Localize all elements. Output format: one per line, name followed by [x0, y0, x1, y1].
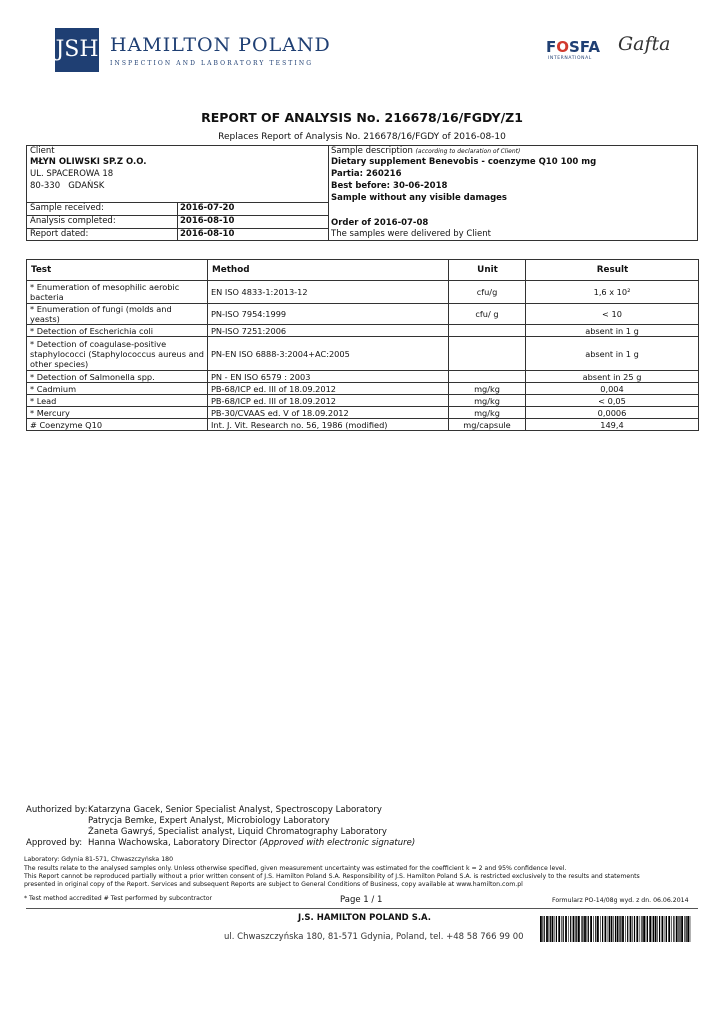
cell-test: * Detection of Escherichia coli	[27, 325, 208, 337]
cell-test: * Enumeration of mesophilic aerobic bacteria	[27, 281, 208, 304]
fosfa-logo: FOSFA	[546, 38, 600, 56]
company-logo: JSH	[55, 28, 99, 72]
cell-method: PN-ISO 7251:2006	[208, 325, 449, 337]
footer-legend: * Test method accredited # Test performed by subcontractor	[24, 895, 213, 902]
approved-person: Hanna Wachowska, Laboratory Director (Approved with electronic signature)	[88, 838, 416, 848]
cell-method: Int. J. Vit. Research no. 56, 1986 (modified)	[208, 419, 449, 431]
report-info-block	[26, 145, 698, 241]
cell-unit: mg/capsule	[449, 419, 526, 431]
client-street: UL. SPACEROWA 18	[30, 169, 114, 179]
sample-line-4: Sample without any visible damages	[331, 193, 507, 203]
table-row	[27, 281, 699, 304]
cell-unit: cfu/ g	[449, 304, 526, 325]
cell-test: * Mercury	[27, 407, 208, 419]
order-line: Order of 2016-07-08	[331, 218, 429, 228]
header-method: Method	[208, 260, 449, 281]
cell-method: PB-30/CVAAS ed. V of 18.09.2012	[208, 407, 449, 419]
cell-result: absent in 1 g	[526, 325, 699, 337]
footer-company: J.S. HAMILTON POLAND S.A.	[298, 913, 432, 923]
sample-received-value: 2016-07-20	[180, 203, 235, 213]
brand-name: HAMILTON POLAND	[110, 34, 331, 56]
form-number: Formularz PO-14/08g wyd. z dn. 06.06.2014	[552, 897, 689, 904]
sample-description-label: Sample description (according to declaration of Client)	[331, 146, 521, 156]
cell-result: 0,004	[526, 383, 699, 395]
authorized-person-2: Patrycja Bemke, Expert Analyst, Microbiology Laboratory	[88, 816, 330, 826]
report-dated-label: Report dated:	[30, 229, 89, 239]
replaces-note: Replaces Report of Analysis No. 216678/16/FGDY of 2016-08-10	[218, 132, 506, 142]
cell-result: 149,4	[526, 419, 699, 431]
analysis-completed-value: 2016-08-10	[180, 216, 235, 226]
table-row	[27, 325, 699, 337]
cell-test: * Lead	[27, 395, 208, 407]
analysis-completed-label: Analysis completed:	[30, 216, 116, 226]
fosfa-logo-sub: INTERNATIONAL	[548, 56, 592, 61]
gafta-logo: Gafta	[618, 33, 671, 55]
cell-method: PB-68/ICP ed. III of 18.09.2012	[208, 383, 449, 395]
table-row	[27, 395, 699, 407]
header-result: Result	[526, 260, 699, 281]
sample-received-label: Sample received:	[30, 203, 104, 213]
authorized-person-1: Katarzyna Gacek, Senior Specialist Analyst, Spectroscopy Laboratory	[88, 805, 382, 815]
cell-unit: mg/kg	[449, 395, 526, 407]
report-title: REPORT OF ANALYSIS No. 216678/16/FGDY/Z1	[201, 110, 523, 125]
cell-result: < 0,05	[526, 395, 699, 407]
client-label: Client	[30, 146, 55, 156]
cell-result: absent in 1 g	[526, 337, 699, 371]
cell-unit	[449, 337, 526, 371]
authorized-person-3: Żaneta Gawryś, Specialist analyst, Liquid Chromatography Laboratory	[88, 827, 387, 837]
table-row	[27, 371, 699, 383]
footer-line-1: The results relate to the analysed samples only. Unless otherwise specified, given measurement uncertainty was estimated for the coefficient k = 2 and 95% confidence level.	[24, 865, 567, 872]
cell-test: * Enumeration of fungi (molds and yeasts)	[27, 304, 208, 325]
cell-result: 0,0006	[526, 407, 699, 419]
sample-line-2: Partia: 260216	[331, 169, 402, 179]
cell-method: PN-EN ISO 6888-3:2004+AC:2005	[208, 337, 449, 371]
footer-line-2: This Report cannot be reproduced partially without a prior written consent of J.S. Hamilton Poland S.A. Responsibility of J.S. Hamilton Poland S.A. is restricted exclusively to the results and statements	[24, 873, 640, 880]
table-row	[27, 419, 699, 431]
footer-line-3: presented in original copy of the Report. Services and subsequent Reports are subject to General Conditions of Business, copy available at www.hamilton.com.pl	[24, 881, 523, 888]
cell-result: 1,6 x 10²	[526, 281, 699, 304]
cell-unit: mg/kg	[449, 407, 526, 419]
results-table	[26, 259, 699, 431]
cell-method: EN ISO 4833-1:2013-12	[208, 281, 449, 304]
cell-method: PN - EN ISO 6579 : 2003	[208, 371, 449, 383]
table-header-row	[27, 260, 699, 281]
cell-test: * Detection of Salmonella spp.	[27, 371, 208, 383]
cell-unit	[449, 371, 526, 383]
barcode	[540, 916, 692, 942]
sample-description-note: (according to declaration of Client)	[415, 148, 521, 155]
client-city: 80-330 GDAŃSK	[30, 181, 105, 191]
cell-unit	[449, 325, 526, 337]
authorized-label: Authorized by:	[26, 805, 88, 815]
approved-label: Approved by:	[26, 838, 83, 848]
approved-note: (Approved with electronic signature)	[259, 838, 416, 848]
cell-test: * Detection of coagulase-positive staphylococci (Staphylococcus aureus and other species)	[27, 337, 208, 371]
header-test: Test	[27, 260, 208, 281]
sample-line-1: Dietary supplement Benevobis - coenzyme Q10 100 mg	[331, 157, 597, 167]
footer-lab: Laboratory: Gdynia 81-571, Chwaszczyńska 180	[24, 856, 174, 863]
delivered-line: The samples were delivered by Client	[331, 229, 491, 239]
table-row	[27, 304, 699, 325]
cell-result: absent in 25 g	[526, 371, 699, 383]
cell-method: PB-68/ICP ed. III of 18.09.2012	[208, 395, 449, 407]
table-row	[27, 337, 699, 371]
page-number: Page 1 / 1	[340, 895, 383, 905]
cell-test: # Coenzyme Q10	[27, 419, 208, 431]
cell-result: < 10	[526, 304, 699, 325]
brand-tagline: INSPECTION AND LABORATORY TESTING	[110, 60, 314, 67]
cell-unit: mg/kg	[449, 383, 526, 395]
footer-divider	[26, 908, 698, 909]
sample-line-3: Best before: 30-06-2018	[331, 181, 448, 191]
footer-address: ul. Chwaszczyńska 180, 81-571 Gdynia, Poland, tel. +48 58 766 99 00	[224, 932, 524, 942]
report-dated-value: 2016-08-10	[180, 229, 235, 239]
table-row	[27, 383, 699, 395]
table-row	[27, 407, 699, 419]
cell-method: PN-ISO 7954:1999	[208, 304, 449, 325]
cell-unit: cfu/g	[449, 281, 526, 304]
cell-test: * Cadmium	[27, 383, 208, 395]
client-name: MŁYN OLIWSKI SP.Z O.O.	[30, 157, 147, 167]
header-unit: Unit	[449, 260, 526, 281]
